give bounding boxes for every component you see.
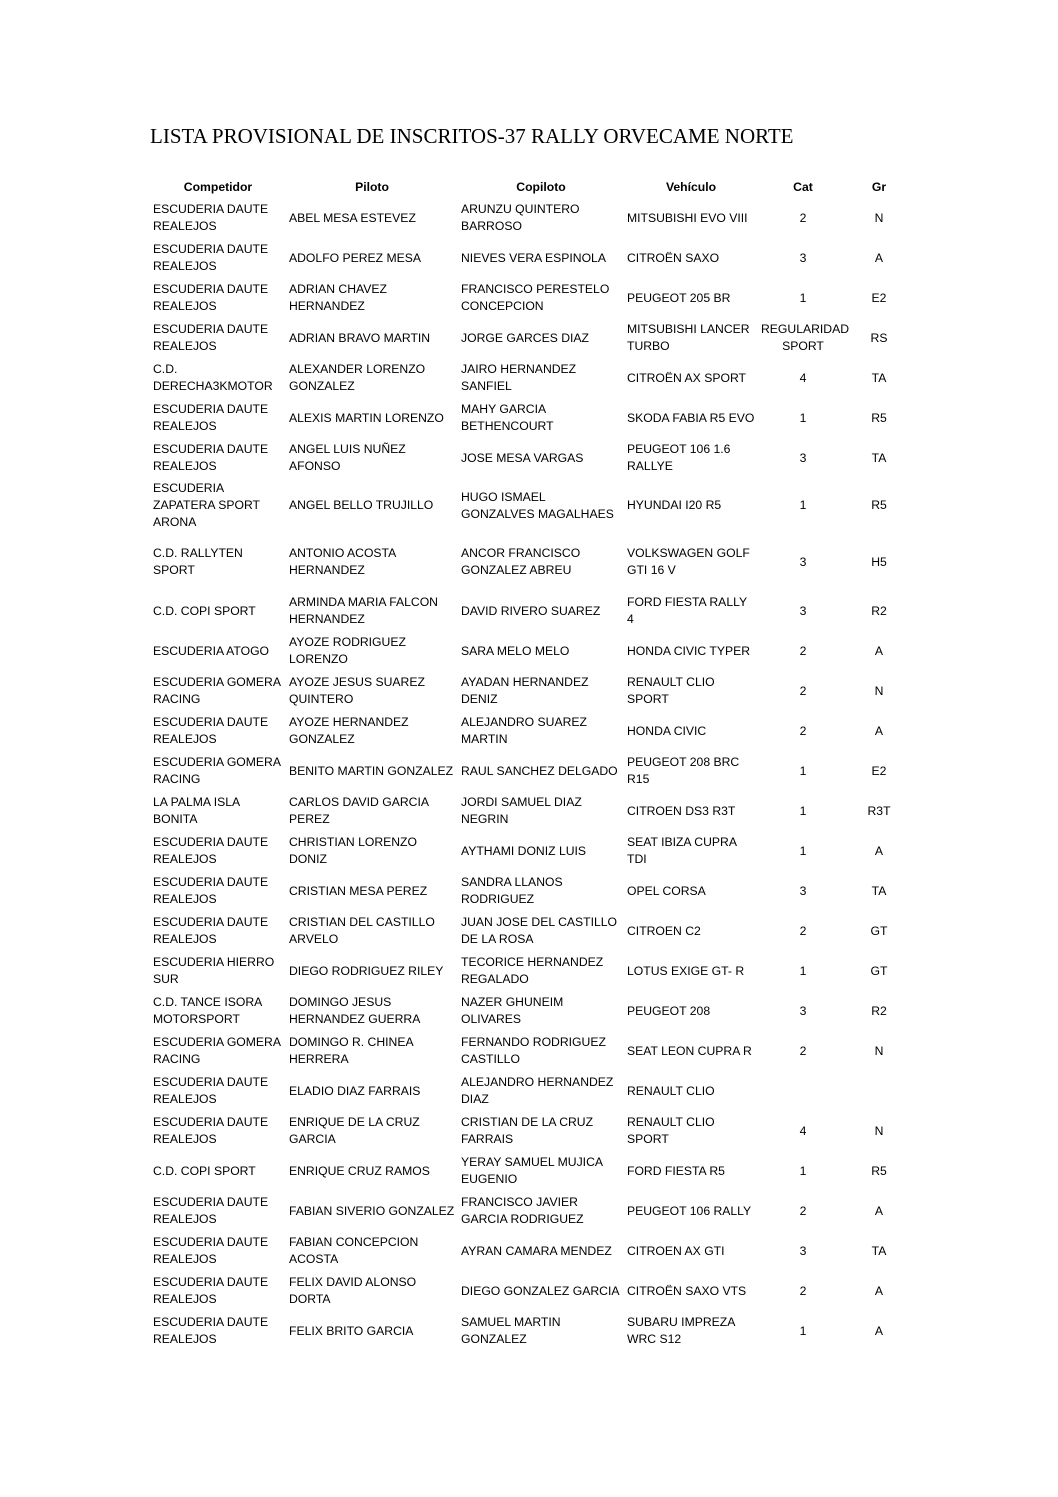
cell-copiloto: FERNANDO RODRIGUEZ CASTILLO: [461, 1035, 606, 1066]
cell-copiloto: ANCOR FRANCISCO GONZALEZ ABREU: [461, 546, 581, 577]
cell-gr: TA: [871, 450, 887, 465]
cell-cat: 2: [799, 1283, 807, 1298]
cell-piloto: ALEXIS MARTIN LORENZO: [289, 410, 444, 425]
table-row: [150, 278, 910, 318]
cell-competidor: ESCUDERIA DAUTE REALEJOS: [153, 1315, 269, 1346]
cell-cat: 2: [799, 643, 807, 658]
cell-cat: 1: [799, 763, 807, 778]
cell-gr: E2: [871, 290, 887, 305]
cell-gr: GT: [870, 923, 888, 938]
cell-cat: REGULARIDAD SPORT: [761, 322, 850, 353]
cell-piloto: ADRIAN CHAVEZ HERNANDEZ: [289, 282, 387, 313]
cell-competidor: ESCUDERIA DAUTE REALEJOS: [153, 282, 269, 313]
cell-competidor: LA PALMA ISLA BONITA: [153, 795, 240, 826]
cell-competidor: ESCUDERIA ZAPATERA SPORT ARONA: [153, 481, 260, 529]
cell-cat: 2: [799, 723, 807, 738]
cell-gr: H5: [871, 554, 887, 569]
cell-gr: TA: [871, 370, 887, 385]
cell-competidor: ESCUDERIA DAUTE REALEJOS: [153, 835, 269, 866]
document-title: LISTA PROVISIONAL DE INSCRITOS-37 RALLY ORVECAME NORTE: [150, 124, 794, 148]
cell-piloto: DOMINGO R. CHINEA HERRERA: [289, 1035, 413, 1066]
cell-gr: N: [874, 683, 884, 698]
cell-competidor: C.D. COPI SPORT: [153, 603, 256, 618]
cell-piloto: FELIX DAVID ALONSO DORTA: [289, 1275, 417, 1306]
cell-vehiculo: SUBARU IMPREZA WRC S12: [627, 1315, 735, 1346]
table-row: [150, 358, 910, 398]
cell-vehiculo: MITSUBISHI LANCER TURBO: [627, 322, 750, 353]
cell-piloto: DIEGO RODRIGUEZ RILEY: [289, 963, 444, 978]
cell-copiloto: YERAY SAMUEL MUJICA EUGENIO: [461, 1155, 603, 1186]
table-row: [150, 238, 910, 278]
cell-competidor: ESCUDERIA GOMERA RACING: [153, 675, 281, 706]
cell-gr: TA: [871, 883, 887, 898]
cell-piloto: CRISTIAN MESA PEREZ: [289, 883, 428, 898]
cell-piloto: ANGEL LUIS NUÑEZ AFONSO: [289, 442, 406, 473]
cell-competidor: ESCUDERIA DAUTE REALEJOS: [153, 242, 269, 273]
cell-vehiculo: RENAULT CLIO: [627, 1083, 715, 1098]
header-gr: Gr: [871, 179, 887, 194]
cell-vehiculo: VOLKSWAGEN GOLF GTI 16 V: [627, 546, 750, 577]
cell-piloto: CRISTIAN DEL CASTILLO ARVELO: [289, 915, 435, 946]
table-row: [150, 591, 910, 631]
cell-copiloto: AYADAN HERNANDEZ DENIZ: [461, 675, 589, 706]
table-row: [150, 1191, 910, 1231]
table-row: [150, 198, 910, 238]
cell-copiloto: AYRAN CAMARA MENDEZ: [461, 1243, 612, 1258]
table-row: [150, 671, 910, 711]
table-row: [150, 318, 910, 358]
cell-copiloto: HUGO ISMAEL GONZALVES MAGALHAES: [461, 489, 614, 521]
cell-cat: 2: [799, 210, 807, 225]
cell-piloto: ANTONIO ACOSTA HERNANDEZ: [289, 546, 396, 577]
cell-gr: N: [874, 1123, 884, 1138]
cell-competidor: ESCUDERIA DAUTE REALEJOS: [153, 1195, 269, 1226]
cell-gr: A: [874, 843, 884, 858]
cell-vehiculo: PEUGEOT 208 BRC R15: [627, 755, 740, 786]
cell-vehiculo: SEAT IBIZA CUPRA TDI: [627, 835, 737, 866]
cell-cat: 1: [799, 963, 807, 978]
cell-competidor: C.D. TANCE ISORA MOTORSPORT: [153, 995, 262, 1026]
cell-vehiculo: FORD FIESTA R5: [627, 1163, 725, 1178]
cell-competidor: ESCUDERIA DAUTE REALEJOS: [153, 715, 269, 746]
cell-vehiculo: PEUGEOT 208: [627, 1003, 711, 1018]
cell-vehiculo: LOTUS EXIGE GT- R: [627, 963, 745, 978]
cell-vehiculo: SKODA FABIA R5 EVO: [627, 410, 755, 425]
cell-gr: N: [874, 210, 884, 225]
cell-cat: 1: [799, 1323, 807, 1338]
cell-piloto: ANGEL BELLO TRUJILLO: [289, 498, 434, 512]
table-row: [150, 1031, 910, 1071]
table-row: [150, 1151, 910, 1191]
cell-piloto: AYOZE HERNANDEZ GONZALEZ: [289, 715, 409, 746]
cell-copiloto: NIEVES VERA ESPINOLA: [461, 250, 606, 265]
cell-cat: 1: [799, 290, 807, 305]
cell-piloto: AYOZE RODRIGUEZ LORENZO: [289, 635, 406, 666]
table-row: [150, 533, 910, 591]
table-row: [150, 478, 910, 533]
cell-piloto: ELADIO DIAZ FARRAIS: [289, 1083, 421, 1098]
cell-piloto: FABIAN SIVERIO GONZALEZ: [289, 1203, 455, 1218]
cell-vehiculo: CITROËN SAXO VTS: [627, 1283, 747, 1298]
table-row: [150, 751, 910, 791]
cell-piloto: ABEL MESA ESTEVEZ: [289, 210, 416, 225]
cell-competidor: ESCUDERIA DAUTE REALEJOS: [153, 915, 269, 946]
cell-cat: 3: [799, 554, 807, 569]
cell-competidor: ESCUDERIA DAUTE REALEJOS: [153, 1115, 269, 1146]
cell-vehiculo: MITSUBISHI EVO VIII: [627, 210, 748, 225]
cell-competidor: ESCUDERIA DAUTE REALEJOS: [153, 1235, 269, 1266]
cell-copiloto: JORDI SAMUEL DIAZ NEGRIN: [461, 795, 582, 826]
cell-gr: RS: [870, 330, 888, 345]
cell-cat: 4: [799, 1123, 807, 1138]
table-row: [150, 398, 910, 438]
table-row: [150, 631, 910, 671]
cell-gr: R5: [871, 1163, 887, 1178]
header-cat: Cat: [793, 179, 813, 194]
cell-gr: A: [874, 250, 884, 265]
cell-copiloto: NAZER GHUNEIM OLIVARES: [461, 995, 564, 1026]
cell-gr: [848, 1071, 910, 1111]
cell-gr: GT: [870, 963, 888, 978]
cell-cat: 2: [799, 683, 807, 698]
cell-cat: 3: [799, 1003, 807, 1018]
cell-copiloto: FRANCISCO JAVIER GARCIA RODRIGUEZ: [461, 1195, 584, 1226]
cell-copiloto: ARUNZU QUINTERO BARROSO: [461, 202, 580, 233]
cell-gr: R2: [871, 1003, 887, 1018]
cell-copiloto: SAMUEL MARTIN GONZALEZ: [461, 1315, 561, 1346]
cell-cat: [758, 1071, 848, 1111]
table-header: [150, 176, 910, 198]
cell-gr: R5: [871, 498, 887, 512]
cell-vehiculo: FORD FIESTA RALLY 4: [627, 595, 747, 626]
cell-cat: 2: [799, 923, 807, 938]
cell-vehiculo: HONDA CIVIC: [627, 723, 707, 738]
cell-piloto: CARLOS DAVID GARCIA PEREZ: [289, 795, 429, 826]
table-row: [150, 991, 910, 1031]
cell-gr: R5: [871, 410, 887, 425]
cell-gr: A: [874, 1283, 884, 1298]
table-row: [150, 711, 910, 751]
table-row: [150, 1231, 910, 1271]
cell-gr: E2: [871, 763, 887, 778]
cell-copiloto: ALEJANDRO HERNANDEZ DIAZ: [461, 1075, 614, 1106]
table-row: [150, 831, 910, 871]
cell-vehiculo: HYUNDAI I20 R5: [627, 498, 722, 512]
cell-competidor: ESCUDERIA GOMERA RACING: [153, 755, 281, 786]
cell-copiloto: DAVID RIVERO SUAREZ: [461, 603, 601, 618]
cell-piloto: FELIX BRITO GARCIA: [289, 1323, 414, 1338]
table-body: [150, 198, 910, 1351]
header-vehiculo: Vehículo: [665, 179, 717, 194]
cell-cat: 4: [799, 370, 807, 385]
cell-copiloto: JOSE MESA VARGAS: [461, 450, 584, 465]
cell-cat: 1: [799, 803, 807, 818]
cell-copiloto: SARA MELO MELO: [461, 643, 570, 658]
cell-copiloto: JUAN JOSE DEL CASTILLO DE LA ROSA: [461, 915, 617, 946]
cell-competidor: C.D. DERECHA3KMOTOR: [153, 362, 273, 393]
cell-competidor: C.D. RALLYTEN SPORT: [153, 546, 243, 577]
cell-piloto: ADOLFO PEREZ MESA: [289, 250, 422, 265]
cell-piloto: DOMINGO JESUS HERNANDEZ GUERRA: [289, 995, 421, 1026]
cell-vehiculo: RENAULT CLIO SPORT: [627, 675, 715, 706]
cell-copiloto: ALEJANDRO SUAREZ MARTIN: [461, 715, 587, 746]
cell-copiloto: SANDRA LLANOS RODRIGUEZ: [461, 875, 563, 906]
cell-gr: N: [874, 1043, 884, 1058]
cell-cat: 3: [799, 883, 807, 898]
table-row: [150, 438, 910, 478]
cell-cat: 3: [799, 603, 807, 618]
table-row: [150, 1071, 910, 1111]
cell-competidor: ESCUDERIA ATOGO: [153, 643, 270, 658]
cell-gr: A: [874, 723, 884, 738]
cell-gr: A: [874, 1323, 884, 1338]
table-row: [150, 1111, 910, 1151]
cell-cat: 1: [799, 410, 807, 425]
header-competidor: Competidor: [183, 179, 253, 194]
entries-table: [150, 176, 910, 1351]
cell-vehiculo: CITROEN AX GTI: [627, 1243, 725, 1258]
table-row: [150, 791, 910, 831]
cell-cat: 3: [799, 1243, 807, 1258]
cell-cat: 3: [799, 450, 807, 465]
cell-vehiculo: SEAT LEON CUPRA R: [627, 1043, 752, 1058]
cell-cat: 1: [799, 498, 807, 512]
cell-vehiculo: PEUGEOT 106 RALLY: [627, 1203, 752, 1218]
cell-competidor: ESCUDERIA DAUTE REALEJOS: [153, 322, 269, 353]
cell-vehiculo: CITROËN AX SPORT: [627, 370, 746, 385]
cell-vehiculo: HONDA CIVIC TYPER: [627, 643, 751, 658]
cell-piloto: ENRIQUE CRUZ RAMOS: [289, 1163, 430, 1178]
cell-gr: TA: [871, 1243, 887, 1258]
cell-competidor: ESCUDERIA DAUTE REALEJOS: [153, 1275, 269, 1306]
cell-copiloto: DIEGO GONZALEZ GARCIA: [461, 1283, 620, 1298]
cell-vehiculo: CITROEN C2: [627, 923, 701, 938]
cell-vehiculo: CITROËN SAXO: [627, 250, 720, 265]
cell-piloto: ALEXANDER LORENZO GONZALEZ: [289, 362, 426, 393]
cell-copiloto: FRANCISCO PERESTELO CONCEPCION: [461, 282, 610, 313]
cell-vehiculo: RENAULT CLIO SPORT: [627, 1115, 715, 1146]
cell-piloto: ARMINDA MARIA FALCON HERNANDEZ: [289, 595, 438, 626]
cell-cat: 2: [799, 1203, 807, 1218]
cell-vehiculo: CITROEN DS3 R3T: [627, 803, 736, 818]
table-row: [150, 1311, 910, 1351]
cell-copiloto: MAHY GARCIA BETHENCOURT: [461, 402, 554, 433]
cell-copiloto: JAIRO HERNANDEZ SANFIEL: [461, 362, 577, 393]
cell-vehiculo: PEUGEOT 205 BR: [627, 290, 731, 305]
cell-cat: 3: [799, 250, 807, 265]
cell-piloto: FABIAN CONCEPCION ACOSTA: [289, 1235, 419, 1266]
cell-competidor: ESCUDERIA DAUTE REALEJOS: [153, 1075, 269, 1106]
cell-copiloto: TECORICE HERNANDEZ REGALADO: [461, 955, 604, 986]
cell-competidor: ESCUDERIA DAUTE REALEJOS: [153, 402, 269, 433]
cell-copiloto: CRISTIAN DE LA CRUZ FARRAIS: [461, 1115, 594, 1146]
cell-competidor: C.D. COPI SPORT: [153, 1163, 256, 1178]
cell-vehiculo: OPEL CORSA: [627, 883, 706, 898]
header-copiloto: Copiloto: [516, 179, 566, 194]
cell-competidor: ESCUDERIA HIERRO SUR: [153, 955, 275, 986]
cell-competidor: ESCUDERIA DAUTE REALEJOS: [153, 442, 269, 473]
cell-gr: A: [874, 643, 884, 658]
cell-gr: R3T: [867, 803, 891, 818]
cell-gr: A: [874, 1203, 884, 1218]
cell-copiloto: JORGE GARCES DIAZ: [461, 330, 589, 345]
cell-cat: 1: [799, 843, 807, 858]
table-row: [150, 1271, 910, 1311]
cell-cat: 1: [799, 1163, 807, 1178]
header-piloto: Piloto: [355, 179, 389, 194]
cell-cat: 2: [799, 1043, 807, 1058]
cell-piloto: AYOZE JESUS SUAREZ QUINTERO: [289, 675, 425, 706]
cell-copiloto: AYTHAMI DONIZ LUIS: [461, 843, 587, 858]
cell-piloto: BENITO MARTIN GONZALEZ: [289, 763, 454, 778]
cell-competidor: ESCUDERIA GOMERA RACING: [153, 1035, 281, 1066]
cell-competidor: ESCUDERIA DAUTE REALEJOS: [153, 202, 269, 233]
table-row: [150, 871, 910, 911]
cell-gr: R2: [871, 603, 887, 618]
cell-piloto: CHRISTIAN LORENZO DONIZ: [289, 835, 417, 866]
table-row: [150, 911, 910, 951]
cell-piloto: ENRIQUE DE LA CRUZ GARCIA: [289, 1115, 420, 1146]
table-row: [150, 951, 910, 991]
cell-competidor: ESCUDERIA DAUTE REALEJOS: [153, 875, 269, 906]
cell-copiloto: RAUL SANCHEZ DELGADO: [461, 763, 618, 778]
cell-piloto: ADRIAN BRAVO MARTIN: [289, 330, 431, 345]
cell-vehiculo: PEUGEOT 106 1.6 RALLYE: [627, 442, 731, 473]
